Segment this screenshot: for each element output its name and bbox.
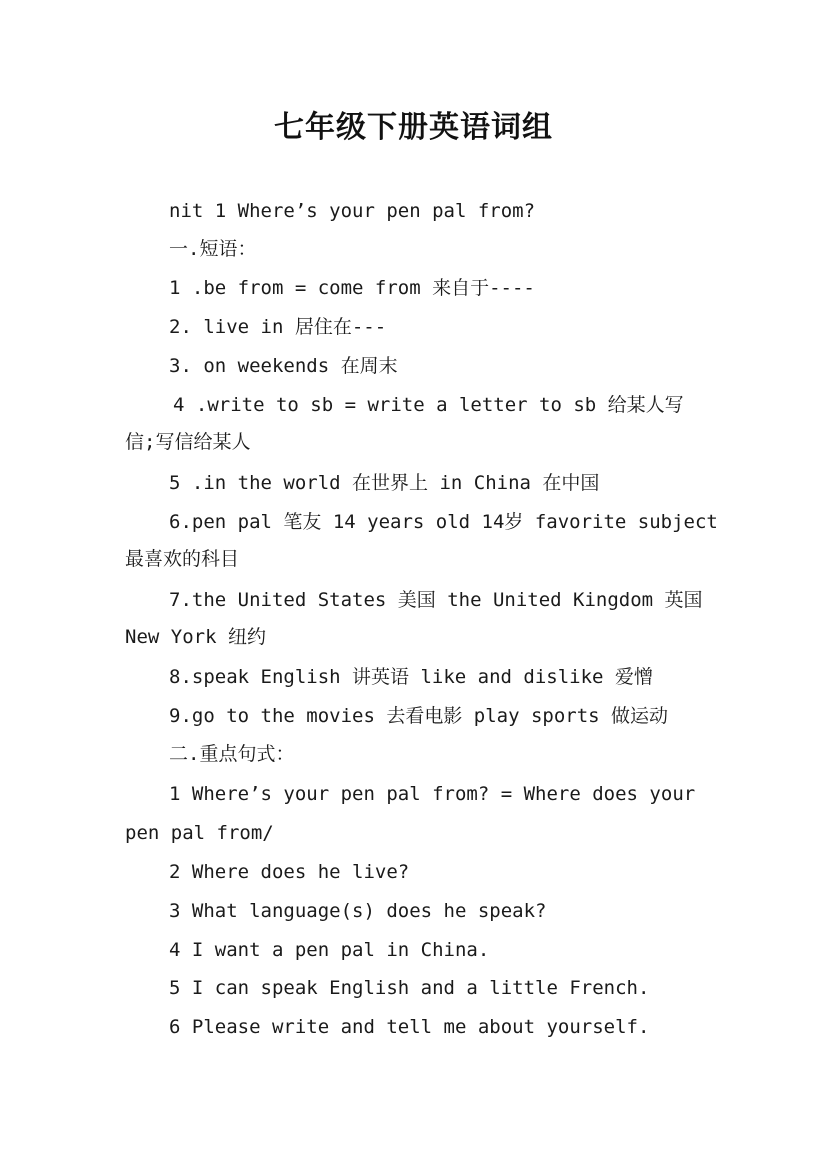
sentence-line: 6 Please write and tell me about yourself. bbox=[169, 1016, 650, 1038]
sentence-line: 4 I want a pen pal in China. bbox=[169, 939, 490, 961]
sentence-line: 3 What language(s) does he speak? bbox=[169, 900, 547, 922]
section-heading-sentences: 二.重点句式： bbox=[169, 743, 295, 765]
document-title: 七年级下册英语词组 bbox=[274, 110, 553, 145]
unit-heading: nit 1 Where’s your pen pal from? bbox=[169, 200, 536, 222]
phrase-line: 6.pen pal 笔友 14 years old 14岁 favorite subject bbox=[169, 511, 718, 533]
phrase-line: 5 .in the world 在世界上 in China 在中国 bbox=[169, 472, 600, 494]
phrase-line-continuation: New York 纽约 bbox=[125, 626, 266, 648]
phrase-line: 9.go to the movies 去看电影 play sports 做运动 bbox=[169, 705, 669, 727]
phrase-line-continuation: 信;写信给某人 bbox=[125, 431, 251, 453]
sentence-line: 2 Where does he live? bbox=[169, 861, 410, 883]
sentence-line-continuation: pen pal from/ bbox=[125, 822, 274, 844]
sentence-line: 1 Where’s your pen pal from? = Where does your bbox=[169, 783, 696, 805]
section-heading-phrases: 一.短语： bbox=[169, 238, 257, 260]
phrase-line: 2. live in 居住在--- bbox=[169, 316, 387, 338]
phrase-line: 1 .be from = come from 来自于---- bbox=[169, 277, 535, 299]
phrase-line: 7.the United States 美国 the United Kingdom 英国 bbox=[169, 589, 703, 611]
phrase-line: 8.speak English 讲英语 like and dislike 爱憎 bbox=[169, 666, 653, 688]
phrase-line: 3. on weekends 在周末 bbox=[169, 355, 398, 377]
sentence-line: 5 I can speak English and a little French. bbox=[169, 977, 650, 999]
phrase-line-continuation: 最喜欢的科目 bbox=[125, 548, 240, 570]
phrase-line: 4 .write to sb = write a letter to sb 给某人写 bbox=[173, 394, 684, 416]
